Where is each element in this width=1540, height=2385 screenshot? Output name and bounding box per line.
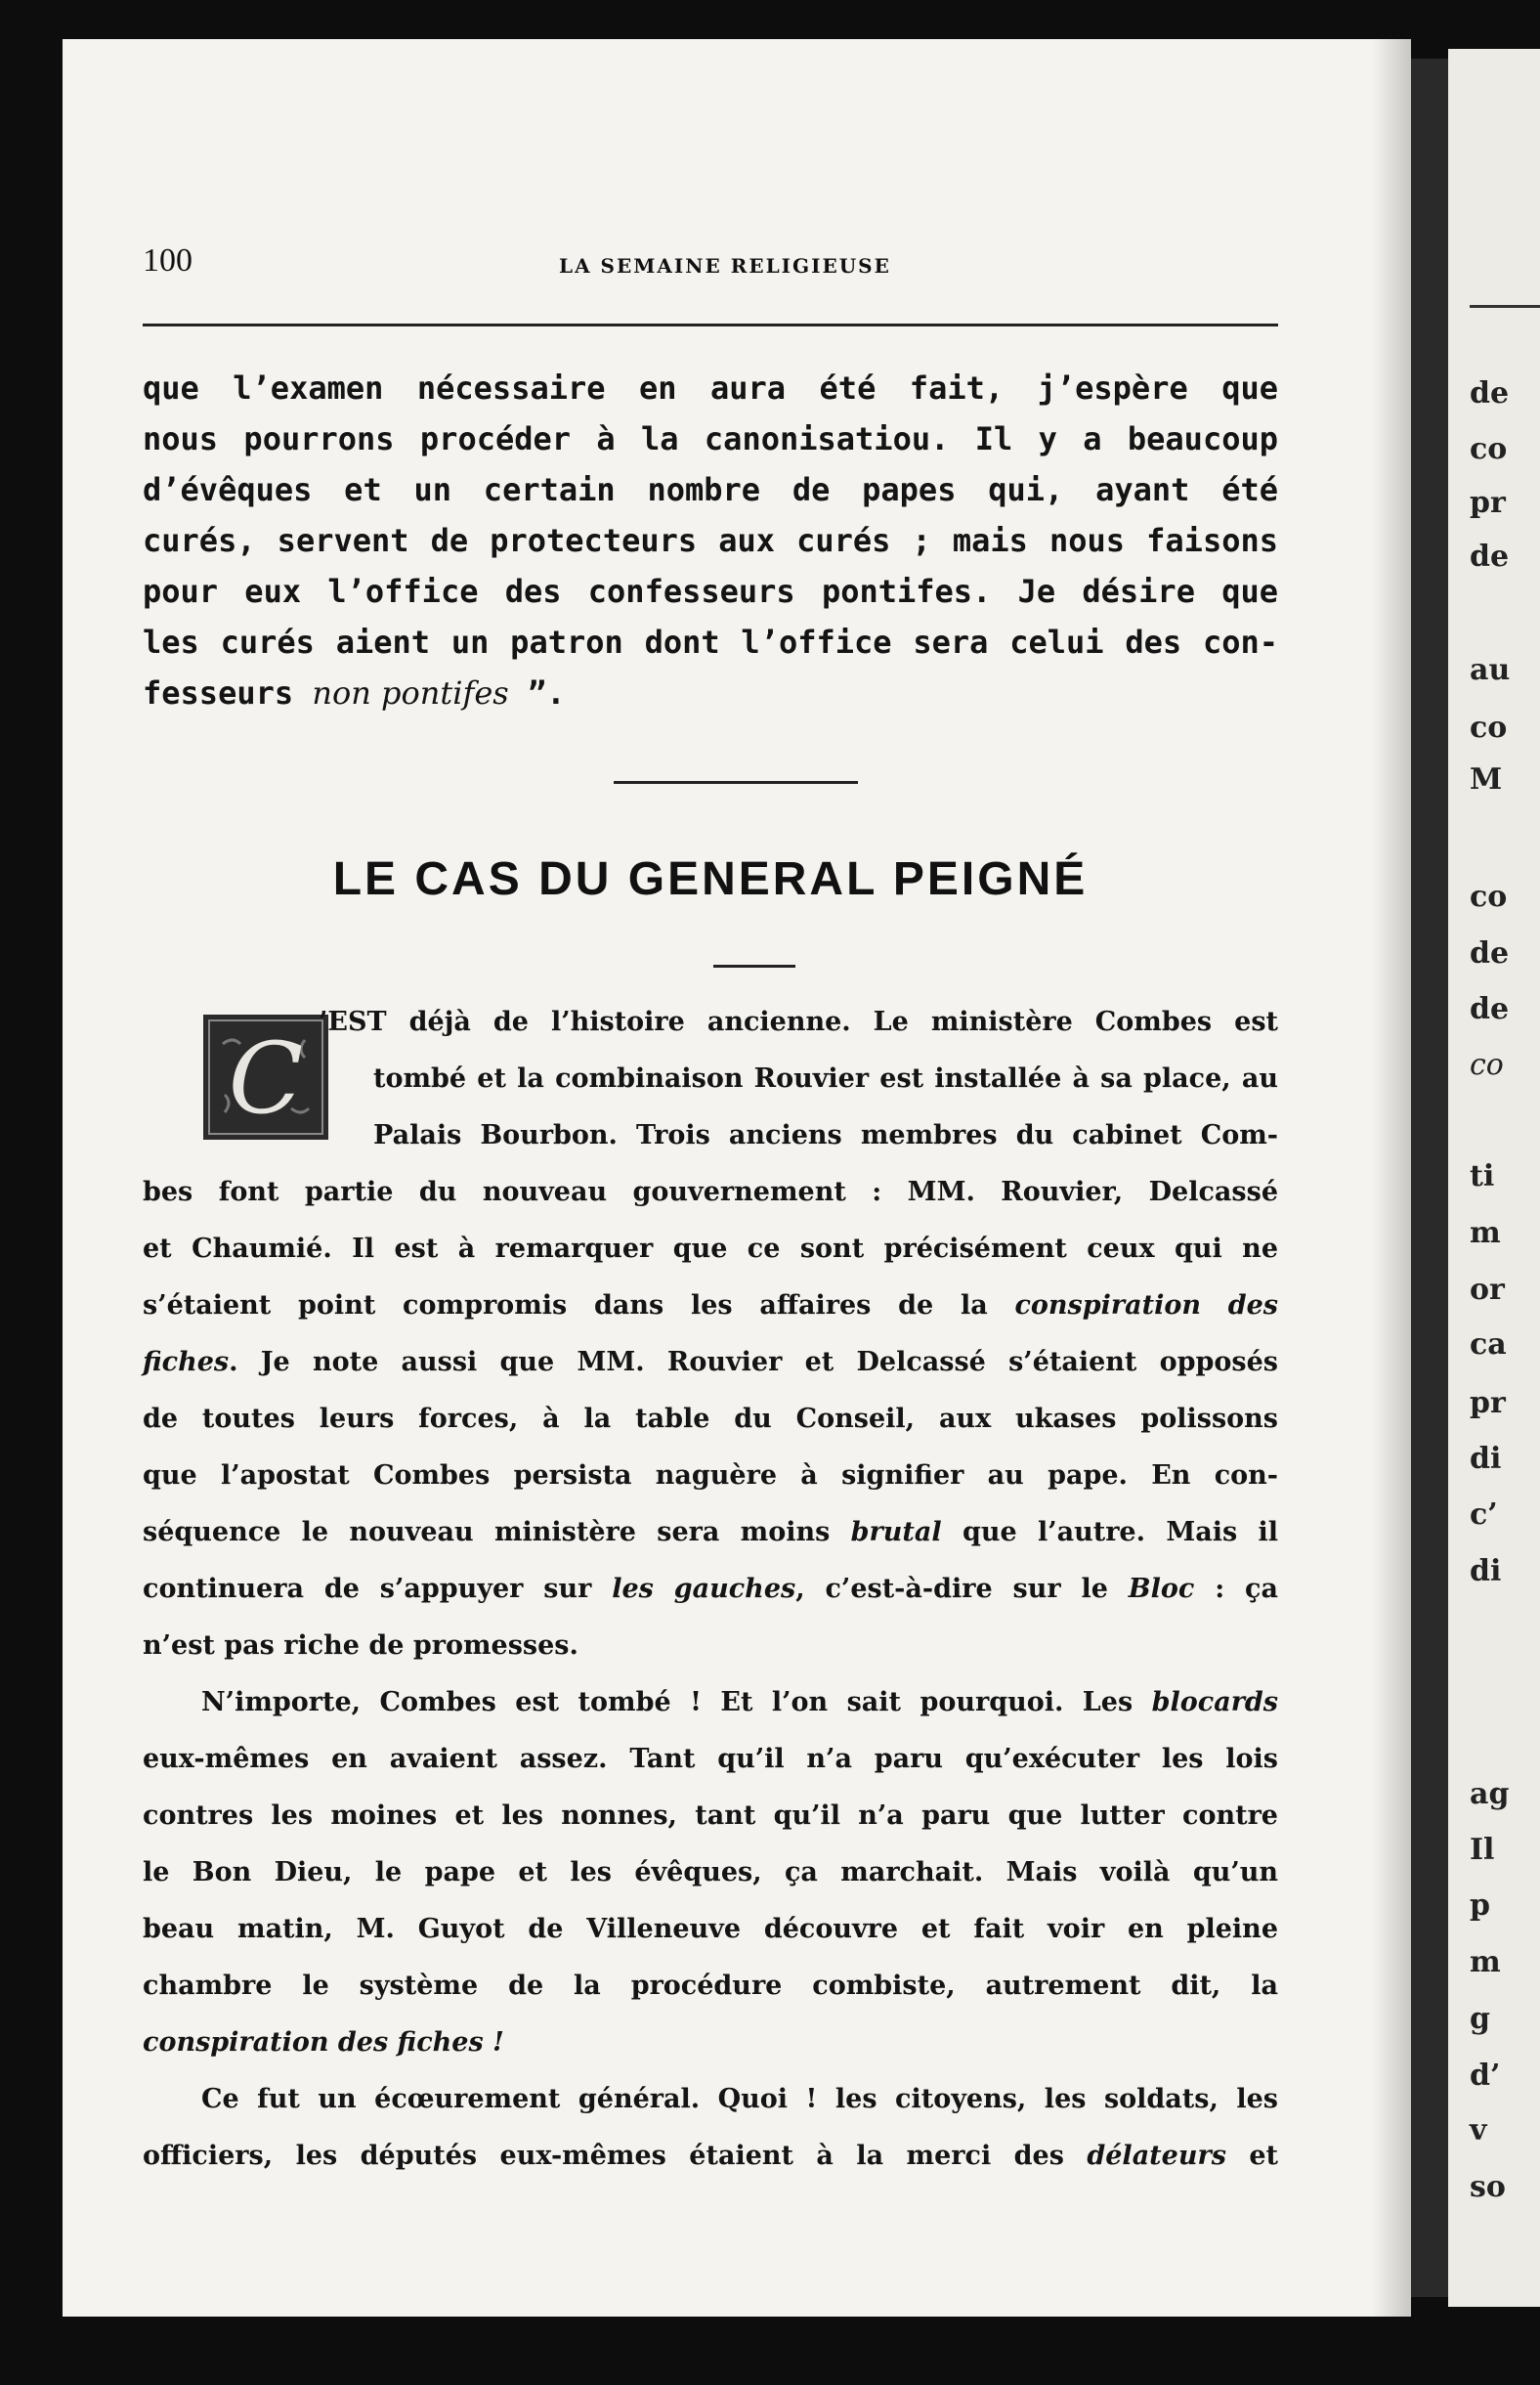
facing-page-fragment: de	[1470, 376, 1510, 411]
text-line: eux-mêmes en avaient assez. Tant qu’il n’a paru qu’exécuter les lois	[143, 1744, 1278, 1774]
facing-page-fragment: di	[1470, 1554, 1502, 1588]
text-run: . Je note aussi que MM. Rouvier et Delcassé s’étaient opposés	[229, 1347, 1278, 1377]
facing-page-fragment: v	[1470, 2113, 1487, 2147]
facing-page-fragment: ti	[1470, 1159, 1495, 1193]
header-rule	[143, 324, 1278, 326]
book-spine	[1411, 59, 1448, 2297]
facing-page-fragment: au	[1470, 653, 1511, 687]
text-line: que l’examen nécessaire en aura été fait, j’espère que	[143, 369, 1278, 407]
text-line: d’évêques et un certain nombre de papes qui, ayant été	[143, 471, 1278, 508]
facing-page-edge	[1448, 49, 1540, 2307]
facing-page-fragment: co	[1470, 880, 1508, 914]
italic-run: non pontifes	[312, 674, 509, 712]
text-line	[143, 1574, 1278, 1630]
facing-page-fragment: pr	[1470, 1386, 1506, 1420]
text-line	[143, 1517, 1278, 1574]
facing-page-fragment: m	[1470, 1216, 1501, 1250]
text-run: que l’autre. Mais il	[941, 1517, 1278, 1547]
section-separator	[614, 781, 858, 784]
text-line: et Chaumié. Il est à remarquer que ce sont précisément ceux qui ne	[143, 1234, 1278, 1264]
italic-run: conspiration des fiches !	[143, 2027, 504, 2058]
text-line: nous pourrons procéder à la canonisatiou. Il y a beaucoup	[143, 420, 1278, 457]
text-run: continuera de s’appuyer sur	[143, 1574, 613, 1604]
italic-run: brutal	[850, 1517, 942, 1547]
text-line: beau matin, M. Guyot de Villeneuve découvre et fait voir en pleine	[143, 1914, 1278, 1944]
text-line	[143, 1687, 1278, 1744]
facing-page-fragment: Il	[1470, 1833, 1495, 1867]
facing-page-fragment: M	[1470, 762, 1503, 797]
title-rule	[713, 965, 795, 968]
facing-page-fragment: de	[1470, 540, 1510, 574]
text-line: bes font partie du nouveau gouvernement : MM. Rouvier, Delcassé	[143, 1177, 1278, 1207]
facing-page-fragment: p	[1470, 1888, 1490, 1923]
facing-page-fragment: ag	[1470, 1777, 1510, 1811]
drop-cap-letter: C	[228, 1021, 304, 1136]
italic-run: blocards	[1151, 1687, 1278, 1717]
text-run: N’importe, Combes est tombé ! Et l’on sait pourquoi. Les	[201, 1687, 1152, 1717]
facing-page-fragment: co	[1470, 711, 1508, 745]
facing-page-fragment: de	[1470, 936, 1510, 971]
facing-page-fragment: so	[1470, 2170, 1506, 2204]
facing-page-fragment: co	[1470, 1048, 1504, 1082]
text-run: officiers, les députés eux-mêmes étaient à la merci des	[143, 2141, 1088, 2171]
text-line	[143, 1290, 1278, 1347]
text-run: s’étaient point compromis dans les affaires de la	[143, 1290, 1015, 1321]
facing-page-fragment: pr	[1470, 486, 1506, 520]
text-line	[143, 2027, 1278, 2084]
text-run: ”.	[508, 674, 566, 712]
text-line: chambre le système de la procédure combiste, autrement dit, la	[143, 1971, 1278, 2001]
facing-page-fragment: c’	[1470, 1497, 1498, 1532]
facing-page-fragment: co	[1470, 432, 1508, 466]
italic-run: fiches	[143, 1347, 230, 1377]
facing-page-fragment: de	[1470, 992, 1510, 1026]
intro-paragraph	[143, 369, 1278, 725]
facing-page-fragment: g	[1470, 2002, 1490, 2036]
italic-run: Bloc	[1128, 1574, 1195, 1604]
italic-run: les gauches	[612, 1574, 796, 1604]
text-run: , c’est-à-dire sur le	[795, 1574, 1129, 1604]
facing-page-fragment: d’	[1470, 2059, 1501, 2093]
text-line: Palais Bourbon. Trois anciens membres du cabinet Com-	[373, 1120, 1278, 1150]
running-head: LA SEMAINE RELIGIEUSE	[559, 254, 891, 278]
text-run: et	[1225, 2141, 1278, 2171]
article-title: LE CAS DU GENERAL PEIGNÉ	[332, 853, 1089, 905]
italic-run: conspiration des	[1014, 1290, 1278, 1321]
text-line: les curés aient un patron dont l’office sera celui des con-	[143, 624, 1278, 661]
italic-run: délateurs	[1087, 2141, 1226, 2171]
text-line: curés, servent de protecteurs aux curés ; mais nous faisons	[143, 522, 1278, 559]
text-run: fesseurs	[143, 674, 313, 712]
facing-page-fragment: m	[1470, 1945, 1501, 1979]
facing-page-fragment: di	[1470, 1442, 1502, 1476]
text-run: : ça	[1194, 1574, 1278, 1604]
facing-page-rule	[1470, 305, 1540, 308]
page-number: 100	[143, 242, 192, 279]
text-line: Ce fut un écœurement général. Quoi ! les citoyens, les soldats, les	[201, 2084, 1278, 2114]
text-line: tombé et la combinaison Rouvier est installée à sa place, au	[373, 1063, 1278, 1094]
article-body	[143, 1007, 1278, 2197]
text-run: séquence le nouveau ministère sera moins	[143, 1517, 851, 1547]
text-line: ’EST déjà de l’histoire ancienne. Le ministère Combes est	[319, 1007, 1278, 1037]
text-line: que l’apostat Combes persista naguère à signifier au pape. En con-	[143, 1460, 1278, 1491]
text-line	[143, 674, 1278, 725]
facing-page-fragment: or	[1470, 1273, 1505, 1307]
text-line: de toutes leurs forces, à la table du Conseil, aux ukases polissons	[143, 1404, 1278, 1434]
text-line	[143, 1347, 1278, 1404]
text-line: n’est pas riche de promesses.	[143, 1630, 578, 1661]
text-line: pour eux l’office des confesseurs pontifes. Je désire que	[143, 573, 1278, 610]
text-line: le Bon Dieu, le pape et les évêques, ça marchait. Mais voilà qu’un	[143, 1857, 1278, 1887]
text-line	[143, 2141, 1278, 2197]
facing-page-fragment: ca	[1470, 1327, 1507, 1362]
text-line: contres les moines et les nonnes, tant qu’il n’a paru que lutter contre	[143, 1800, 1278, 1831]
